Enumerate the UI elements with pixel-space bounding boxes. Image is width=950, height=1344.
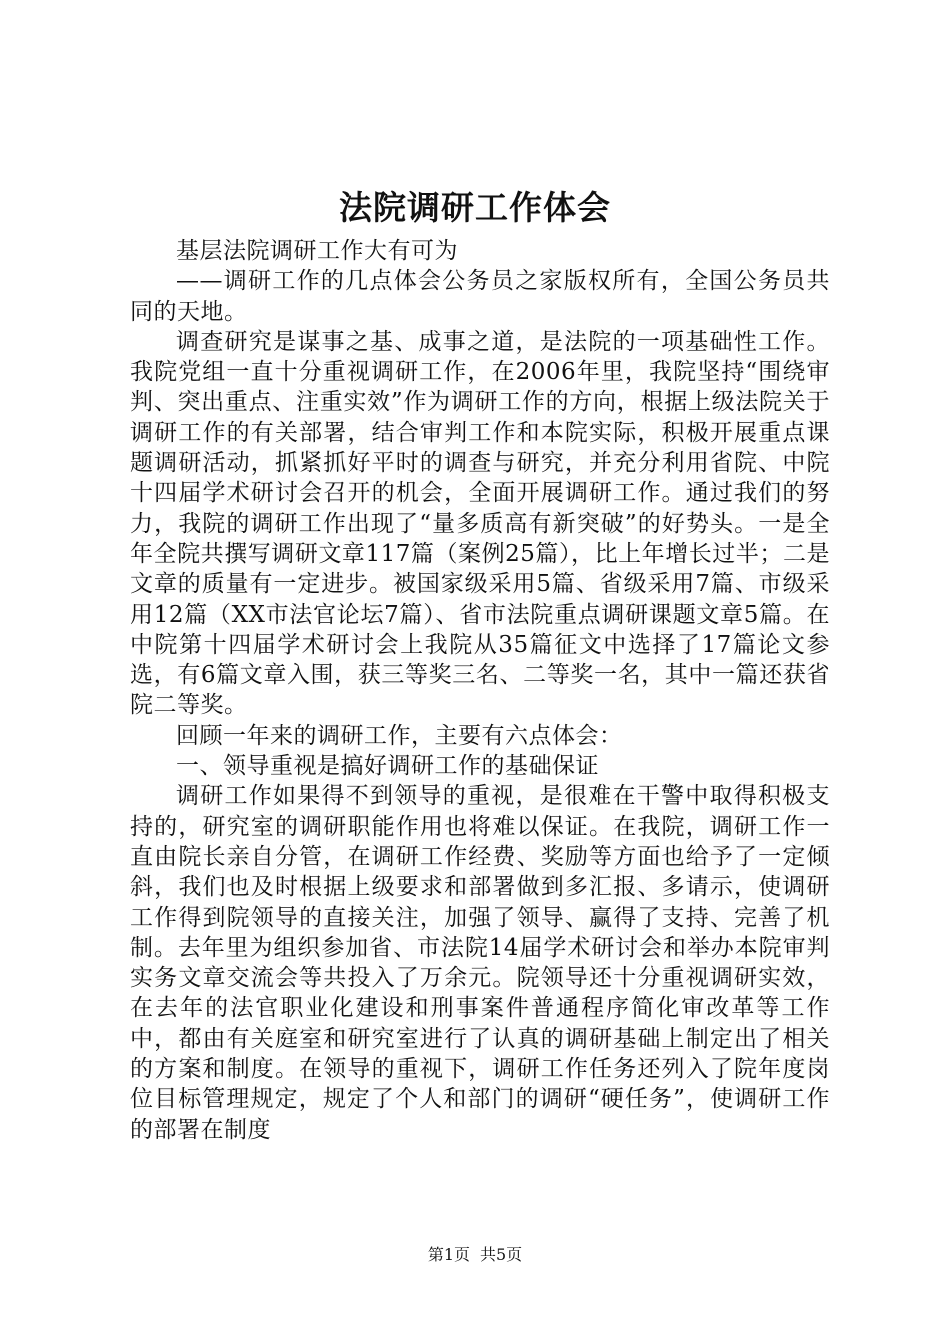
paragraph-subheading: ——调研工作的几点体会公务员之家版权所有，全国公务员共同的天地。 <box>130 268 830 325</box>
paragraph-subtitle: 基层法院调研工作大有可为 <box>176 238 458 264</box>
paragraph-intro: 调查研究是谋事之基、成事之道，是法院的一项基础性工作。我院党组一直十分重视调研工作，在2006年里，我院坚持“围绕审判、突出重点、注重实效”作为调研工作的方向，根据上级法院关于调研工作的有关部署，结合审判工作和本院实际，积极开展重点课题调研活动，抓紧抓好平时的调查与研究，并充分利用省院、中院十四届学术研讨会召开的机会，全面开展调研工作。通过我们的努力，我院的调研工作出现了“量多质高有新突破”的好势头。一是全年全院共撰写调研文章117篇（案例25篇），比上年增长过半；二是文章的质量有一定进步。被国家级采用5篇、省级采用7篇、市级采用12篇（XX市法官论坛7篇）、省市法院重点调研课题文章5篇。在中院第十四届学术研讨会上我院从35篇征文中选择了17篇论文参选，有6篇文章入围，获三等奖三名、二等奖一名，其中一篇还获省院二等奖。 <box>130 328 830 719</box>
paragraph-section-1: 调研工作如果得不到领导的重视，是很难在干警中取得积极支持的，研究室的调研职能作用也将难以保证。在我院，调研工作一直由院长亲自分管，在调研工作经费、奖励等方面也给予了一定倾斜，我们也及时根据上级要求和部署做到多汇报、多请示，使调研工作得到院领导的直接关注，加强了领导、赢得了支持、完善了机制。去年里为组织参加省、市法院14届学术研讨会和举办本院审判实务文章交流会等共投入了万余元。院领导还十分重视调研实效，在去年的法官职业化建设和刑事案件普通程序简化审改革等工作中，都由有关庭室和研究室进行了认真的调研基础上制定出了相关的方案和制度。在领导的重视下，调研工作任务还列入了院年度岗位目标管理规定，规定了个人和部门的调研“硬任务”，使调研工作的部署在制度 <box>130 783 830 1143</box>
document-body <box>130 236 830 1145</box>
page-total: 共5页 <box>480 1245 523 1264</box>
page-footer <box>0 1244 950 1266</box>
paragraph-review: 回顾一年来的调研工作，主要有六点体会： <box>176 722 623 749</box>
document-title: 法院调研工作体会 <box>339 188 611 227</box>
section-heading-1: 一、领导重视是搞好调研工作的基础保证 <box>176 753 599 780</box>
page-number: 第1页 <box>427 1245 470 1264</box>
